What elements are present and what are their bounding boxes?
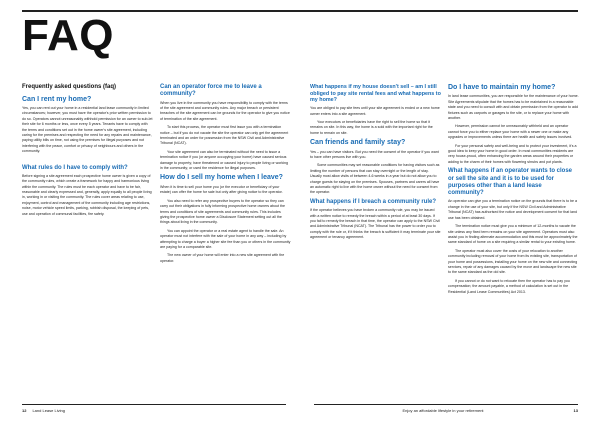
answer-paragraph: Your site agreement can also be terminated without the need to issue a termination notice if you (or anyone occupying your home) have caused serious damage to property; have threatened or caused injury to people living or working in the community; or used the residence for illegal purposes.: [160, 149, 289, 171]
answer-paragraph: To start this process, the operator must first issue you with a termination notice – but if you do not vacate the site the operator can only get the agreement terminated and an order for possession from the NSW Civil and Administrative Tribunal (NCAT).: [160, 125, 289, 146]
column-1: [22, 84, 153, 220]
answer-paragraph: Yes – you can have visitors. But you need the consent of the operator if you want to have other persons live with you.: [310, 149, 439, 159]
question-heading: What happens if I breach a community rule?: [310, 198, 437, 205]
answer-paragraph: Yes, you can rent out your home in a residential land lease community in limited circumstances; however, you must have the operator's prior written permission to do so. Operators cannot unreasonably withhold permission for an owner to sub-let their site for 6 months or less, once every 5 years. Tenants have to comply with the terms and conditions set out in the home owner's site agreement, including caring for the premises and respecting the need for any repairs and maintenance, paying utility bills on time, not using the premises for illegal purposes and not interfering with the peace, comfort or privacy of neighbours and others in the community.: [22, 105, 153, 154]
answer-paragraph: The termination notice must give you a minimum of 12-months to vacate the site unless any fixed term remains on your site agreement. Operators must also assist you in finding alternate accommodation and this must be approximately the same standard of home on a site requiring a similar rental to your existing home.: [448, 224, 578, 245]
answer-paragraph: When it is time to sell your home you (or the executor or beneficiary of your estate) can offer the home for sale but only after giving notice to the operator.: [160, 184, 283, 195]
publication-tagline: Enjoy an affordable lifestyle in your retirement: [402, 408, 484, 413]
right-page-number: 13: [573, 408, 578, 413]
answer-paragraph: Some communities may set reasonable conditions for having visitors such as limiting the number of persons that can stay overnight or the length of stay. Usually most allow visits of between 4-6 weeks in a year but do not allow you to charge guests for staying on the premises. Spouses, partners and carers all have an automatic right to live with the home owner without the need for consent from the operator.: [310, 163, 440, 195]
question-heading: How do I sell my home when I leave?: [160, 174, 283, 182]
answer-paragraph: The new owner of your home will enter into a new site agreement with the operator.: [160, 253, 285, 263]
question-heading: What happens if an operator wants to close or sell the site and it is to be used for purposes other than a land lease community?: [448, 168, 573, 197]
left-page-number: 12: [22, 408, 27, 413]
answer-paragraph: In land lease communities, you are responsible for the maintenance of your home. Site Agreements stipulate that the homes has to be maintained in a reasonable state and you need to consult with and obtain permission from the operator to add fixtures such as carports or garages to the site, or to replace your home with another.: [448, 94, 579, 121]
column-4: [448, 84, 579, 298]
spacer: [22, 158, 153, 165]
column-3: [310, 84, 441, 244]
question-heading: Can friends and family stay?: [310, 139, 406, 147]
footer-rule-right: [314, 404, 578, 405]
answer-paragraph: However, permission cannot be unreasonably withheld and an operator cannot force you to either replace your home with a newer one or make any upgrades or improvements unless there are health and safety issues involved.: [448, 124, 573, 140]
question-heading: Can an operator force me to leave a community?: [160, 84, 262, 98]
footer-left: [22, 408, 65, 413]
answer-paragraph: You are obliged to pay site fees until your site agreement is ended or a new home owner enters into a site agreement.: [310, 106, 440, 116]
answer-paragraph: When you live in the community you have responsibility to comply with the terms of the site agreement and community rules. Any major breach or persistent breaches of the site agreement can be grounds for the operator to give you notice of termination of the site agreement.: [160, 100, 290, 121]
page-title: FAQ: [22, 11, 114, 60]
question-heading: Do I have to maintain my home?: [448, 84, 556, 91]
answer-paragraph: You can appoint the operator or a real estate agent to handle the sale. An operator must not interfere with the sale of your home in any way – including by attempting to charge a buyer a higher site fee than you or others in the community are paying for a comparable site.: [160, 228, 291, 249]
question-heading: What rules do I have to comply with?: [22, 164, 128, 171]
question-heading: Can I rent my home?: [22, 95, 92, 103]
footer-rule-left: [22, 404, 286, 405]
answer-paragraph: If you cannot or do not want to relocate then the operator has to pay you compensation; the amount payable, a method of calculation is set out in the Residential (Land Lease Communities) Act 2013.: [448, 278, 570, 294]
section-heading: Frequently asked questions (faq): [22, 84, 117, 90]
answer-paragraph: Your executors or beneficiaries have the right to sell the home so that it remains on site. In this way, the home is a sold with the important right for the home to remain on site.: [310, 119, 433, 135]
answer-paragraph: You also need to refer any prospective buyers to the operator so they can carry out their obligations in fully informing prospective home owners about the terms and conditions of site agreements and community rules. This includes giving the prospective home owner a Disclosure Statement setting out all the things about living in the community.: [160, 198, 286, 225]
answer-paragraph: For your personal safety and well-being and to protect your investment, it's a good idea to keep your home in good order. In most communities residents are very house-proud, often enhancing the garden areas around their properties or adding to the charm of their homes with flowering shrubs and pot plants.: [448, 143, 577, 164]
answer-paragraph: If the operator believes you have broken a community rule, you may be issued with a written notice to remedy the breach within a period of at least 30 days. If you fail to remedy the breach in that time, the operator can apply to the NSW Civil and Administrative Tribunal (NCAT). The Tribunal has the power to order you to comply with the rule or, if it thinks the breach is sufficient it may terminate your site agreement or tenancy agreement.: [310, 208, 441, 240]
question-heading: What happens if my house doesn't sell – am I still obliged to pay site rental fees and what happens to my home?: [310, 84, 441, 104]
answer-paragraph: An operator can give you a termination notice on the grounds that there is to be a change in the use of your site, but only if the NSW Civil and Administrative Tribunal (NCAT) has authorised the notice and development consent for that land use has been obtained.: [448, 199, 578, 220]
column-2: [160, 84, 291, 267]
footer-right: [402, 408, 578, 413]
answer-paragraph: Before signing a site agreement each prospective home owner is given a copy of the community rules, which create a framework for happy and harmonious living within the community. The rules must be each operator and have to be fair, reasonable and clearly expressed and, generally, apply equally to all people living in, working in or visiting the community. The rules cover areas relating to use, enjoyment, control and management of the community including age restrictions, noise, motor vehicle speed limits, parking, rubbish disposal, the keeping of pets, use and operation of communal facilities, fire safety.: [22, 173, 152, 216]
answer-paragraph: The operator must also cover the costs of your relocation to another community including removal of your home from its existing site, transportation of your home and possessions, installing your home on the new site and connecting services, repair of any damages caused by the move and landscape the new site to the same standard as the old site.: [448, 248, 578, 275]
publication-title: Land Lease Living: [32, 408, 65, 413]
